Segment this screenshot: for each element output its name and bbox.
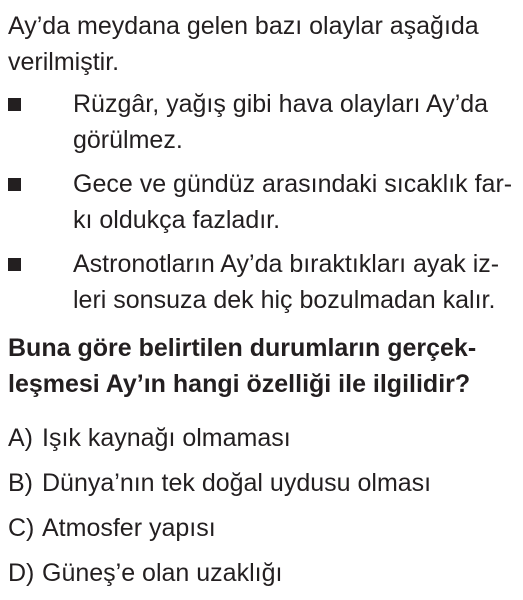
option-a[interactable] [8,420,514,465]
square-bullet-icon [8,98,21,111]
option-text: Güneş’e olan uzaklığı [42,559,283,587]
square-bullet-icon [8,178,21,191]
bullet-item [8,166,514,238]
option-text: Işık kaynağı olmaması [42,424,291,452]
bullet-line-2: kı oldukça fazladır. [73,206,281,234]
question-line-1: Buna göre belirtilen durumların gerçek- [8,334,477,362]
option-text: Dünya’nın tek doğal uydusu olması [42,469,432,497]
option-letter: C) [8,514,35,542]
bullet-line-2: leri sonsuza dek hiç bozulmadan kalır. [73,286,496,314]
bullet-item [8,86,514,158]
intro-line-1: Ay’da meydana gelen bazı olaylar aşağıda [8,12,479,40]
square-bullet-icon [8,258,21,271]
answer-options [8,420,514,600]
intro-line-2: verilmiştir. [8,48,120,76]
option-c[interactable] [8,510,514,555]
option-letter: D) [8,559,35,587]
bullet-line-1: Astronotların Ay’da bıraktıkları ayak iz- [73,250,500,278]
option-letter: A) [8,424,33,452]
bullet-item [8,246,514,318]
option-b[interactable] [8,465,514,510]
bullet-line-2: görülmez. [73,126,183,154]
bullet-list [8,86,514,326]
option-d[interactable] [8,555,514,600]
bullet-line-1: Gece ve gündüz arasındaki sıcaklık far- [73,170,513,198]
option-text: Atmosfer yapısı [42,514,216,542]
question-stem [8,330,514,402]
question-line-2: leşmesi Ay’ın hangi özelliği ile ilgilidir? [8,370,471,398]
bullet-line-1: Rüzgâr, yağış gibi hava olayları Ay’da [73,90,489,118]
intro-text [8,8,514,80]
option-letter: B) [8,469,33,497]
